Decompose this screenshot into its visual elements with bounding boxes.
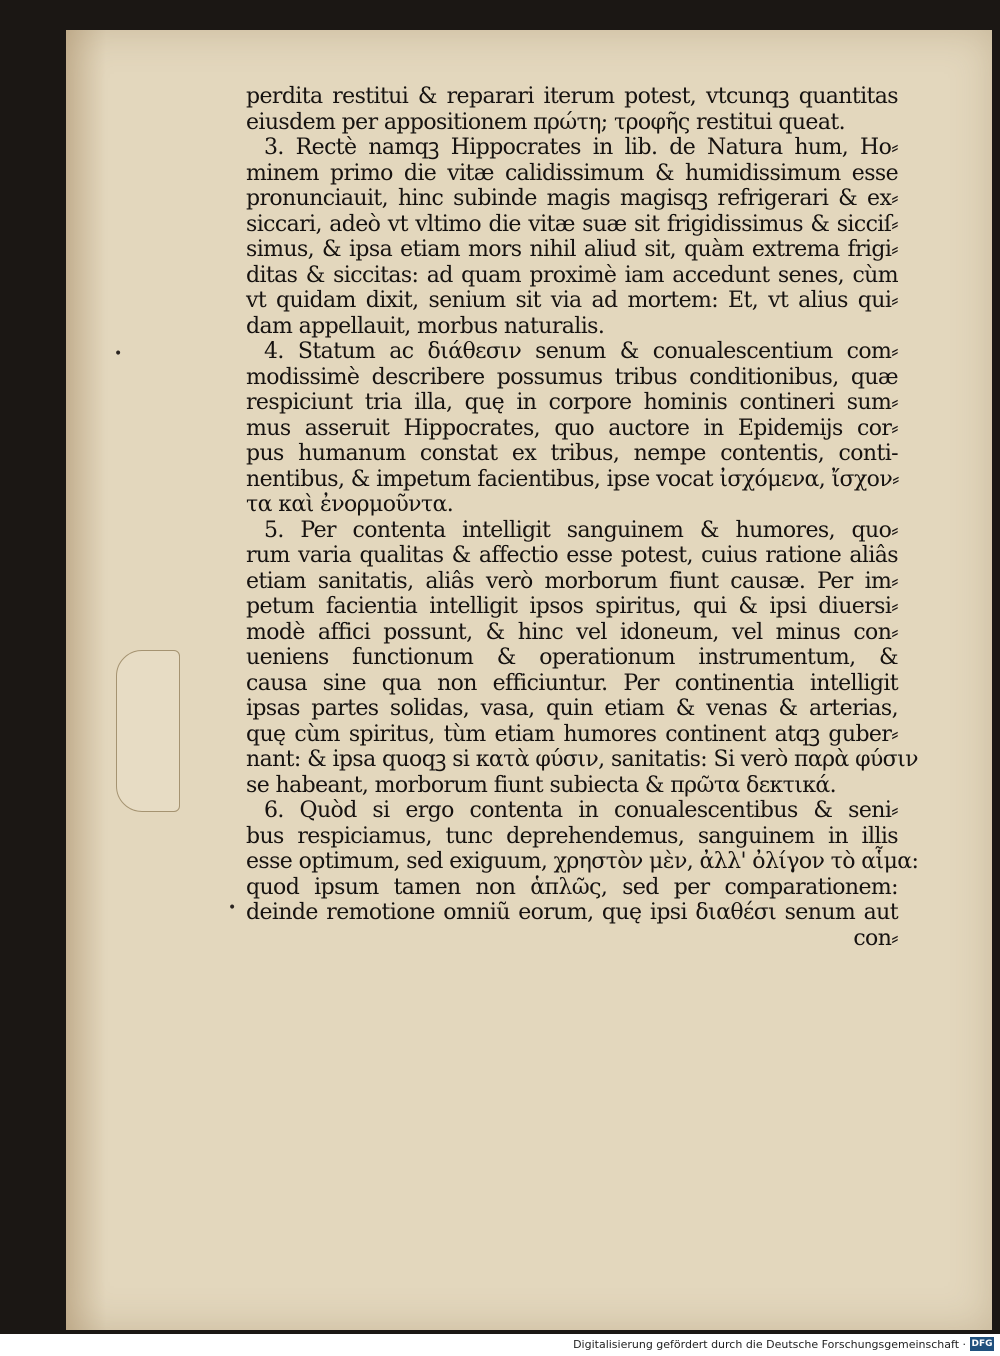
footer-credit: Digitalisierung gefördert durch die Deutsche Forschungsgemeinschaft · bbox=[573, 1338, 966, 1351]
text-line: simus, & ipsa etiam mors nihil aliud sit, quàm extrema frigi⸗ bbox=[246, 237, 898, 262]
text-line: 6. Quòd si ergo contenta in conualescentibus & seni⸗ bbox=[264, 798, 898, 823]
page-edge-tab bbox=[116, 650, 180, 812]
text-line: nant: & ipsa quoqꝫ si κατὰ φύσιν, sanitatis: Si verò παρὰ φύσιν bbox=[246, 747, 918, 772]
text-line: rum varia qualitas & affectio esse potest, cuius ratione aliâs bbox=[246, 543, 898, 568]
text-line: 4. Statum ac διάθεσιν senum & conualescentium com⸗ bbox=[264, 339, 898, 364]
text-line: minem primo die vitæ calidissimum & humidissimum esse bbox=[246, 160, 898, 186]
text-line: modè affici possunt, & hinc vel idoneum, vel minus con⸗ bbox=[246, 619, 898, 645]
text-line: esse optimum, sed exiguum, χρηστὸν μὲν, ἀλλ' ὀλίγον τὸ αἷμα: bbox=[246, 849, 919, 874]
text-line: bus respiciamus, tunc deprehendemus, sanguinem in illis bbox=[246, 823, 898, 849]
text-line: dam appellauit, morbus naturalis. bbox=[246, 313, 605, 339]
page-text-block bbox=[246, 84, 919, 951]
ink-speck: • bbox=[228, 900, 237, 916]
page-gutter-shadow bbox=[66, 30, 106, 1330]
text-line: siccari, adeò vt vltimo die vitæ suæ sit frigidissimus & sicciſ⸗ bbox=[246, 211, 898, 237]
text-line: quę cùm spiritus, tùm etiam humores continent atqꝫ guber⸗ bbox=[246, 721, 898, 747]
ink-speck: • bbox=[114, 346, 123, 362]
text-line: petum facientia intelligit ipsos spiritus, qui & ipsi diuersi⸗ bbox=[246, 594, 898, 619]
text-line: eiusdem per appositionem πρώτη; τροφῆς restitui queat. bbox=[246, 109, 846, 135]
text-line: τα καὶ ἐνορμοῦντα. bbox=[246, 492, 454, 517]
text-line: perdita restitui & reparari iterum potest, vtcunqꝫ quantitas bbox=[246, 84, 898, 109]
text-line: ueniens functionum & operationum instrumentum, & bbox=[246, 645, 898, 670]
dfg-logo: DFG bbox=[971, 1339, 993, 1349]
text-line: quod ipsum tamen non ἁπλῶς, sed per comparationem: bbox=[246, 874, 898, 900]
text-line: nentibus, & impetum facientibus, ipse vocat ἰσχόμενα, ἴσχον⸗ bbox=[246, 466, 899, 492]
text-line: causa sine qua non efficiuntur. Per continentia intelligit bbox=[246, 670, 898, 696]
text-line: deinde remotione omniũ eorum, quę ipsi διαθέσι senum aut bbox=[246, 900, 898, 925]
text-line: vt quidam dixit, senium sit via ad mortem: Et, vt alius qui⸗ bbox=[246, 288, 898, 313]
text-line: pus humanum constat ex tribus, nempe contentis, conti- bbox=[246, 441, 898, 466]
text-line: 5. Per contenta intelligit sanguinem & humores, quo⸗ bbox=[264, 517, 898, 543]
footer-bar bbox=[0, 1334, 1000, 1356]
text-line: con⸗ bbox=[853, 925, 898, 951]
text-line: modissimè describere possumus tribus conditionibus, quæ bbox=[246, 364, 898, 390]
text-line: 3. Rectè namqꝫ Hippocrates in lib. de Natura hum, Ho⸗ bbox=[264, 135, 898, 160]
text-line: ipsas partes solidas, vasa, quin etiam & venas & arterias, bbox=[246, 696, 898, 721]
text-line: mus asseruit Hippocrates, quo auctore in Epidemijs cor⸗ bbox=[246, 415, 898, 441]
text-line: pronunciauit, hinc subinde magis magisqꝫ refrigerari & ex⸗ bbox=[246, 186, 898, 211]
text-line: se habeant, morborum fiunt subiecta & πρῶτα δεκτικά. bbox=[246, 772, 837, 798]
text-line: ditas & siccitas: ad quam proximè iam accedunt senes, cùm bbox=[246, 262, 898, 288]
text-line: etiam sanitatis, aliâs verò morborum fiunt causæ. Per im⸗ bbox=[246, 568, 898, 594]
text-line: respiciunt tria illa, quę in corpore hominis contineri sum⸗ bbox=[246, 390, 898, 415]
